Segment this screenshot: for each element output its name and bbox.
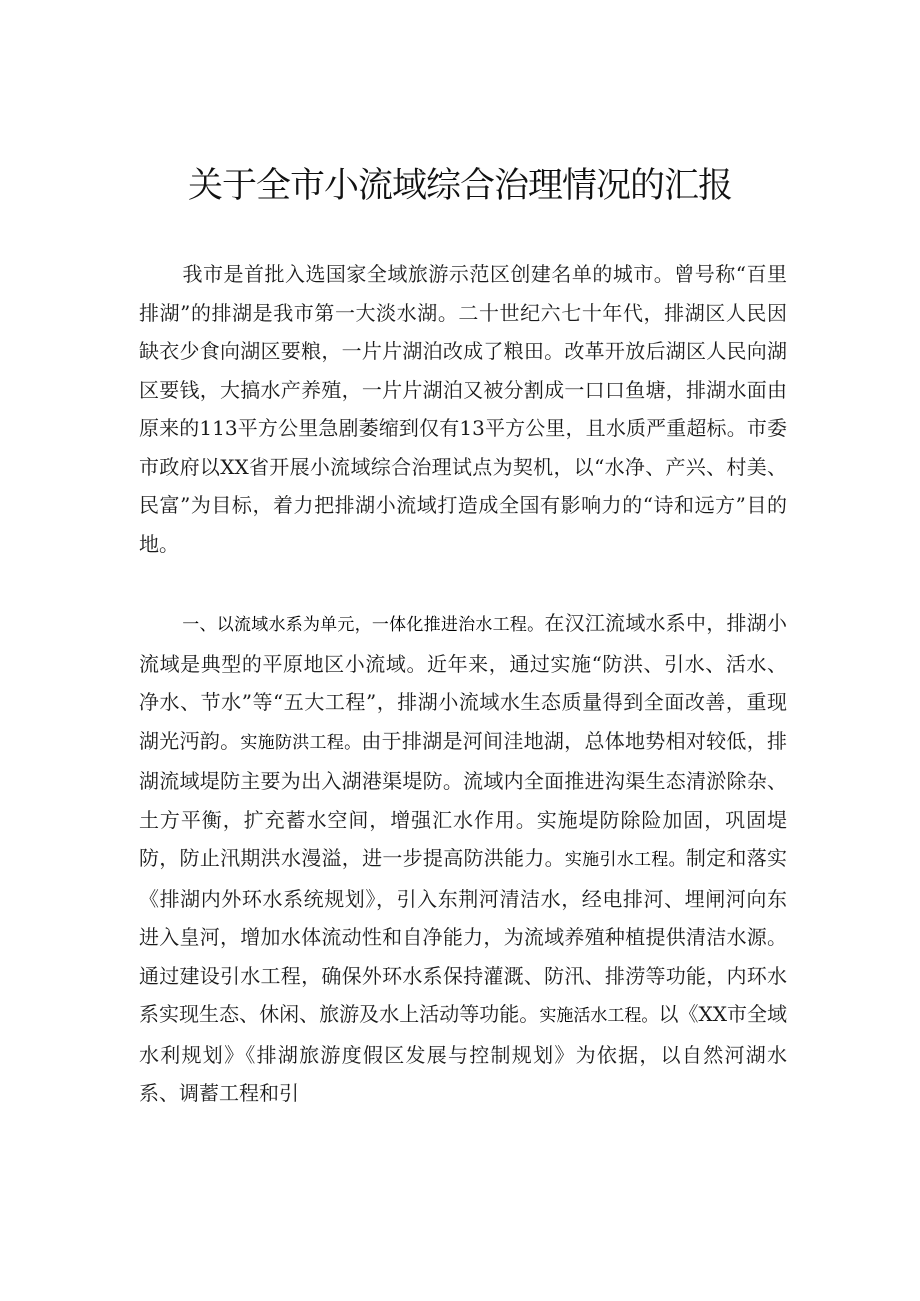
water-circulation-text: 以《XX市全域水利规划》《排湖旅游度假区发展与控制规划》为依据，以自然河湖水系、调蓄工程和引 [139,1002,788,1105]
water-circulation-heading: 实施活水工程。 [539,1006,659,1026]
intro-paragraph-text: 我市是首批入选国家全域旅游示范区创建名单的城市。曾号称“百里排湖”的排湖是我市第一大淡水湖。二十世纪六七十年代，排湖区人民因缺衣少食向湖区要粮，一片片湖泊改成了粮田。改革开放后湖区人民向湖区要钱，大搞水产养殖，一片片湖泊又被分割成一口口鱼塘，排湖水面由原来的113平方公里急剧萎缩到仅有13平方公里，且水质严重超标。市委市政府以XX省开展小流域综合治理试点为契机，以“水净、产兴、村美、民富”为目标，着力把排湖小流域打造成全国有影响力的“诗和远方”目的地。 [139,262,787,556]
flood-control-heading: 实施防洪工程。 [240,732,362,753]
water-diversion-heading: 实施引水工程。 [564,850,686,870]
section-one-intro-text: 在汉江流域水系中，排湖小流域是典型的平原地区小流域。近年来，通过实施“防洪、引水、活水、净水、节水”等“五大工程”，排湖小流域水生态质量得到全面改善，重现湖光沔韵。 [139,611,788,753]
section-one-paragraph [139,604,787,1113]
intro-paragraph [139,255,787,563]
water-diversion-text: 制定和落实《排湖内外环水系统规划》，引入东荆河清洁水，经电排河、埋闸河向东进入皇河，增加水体流动性和自净能力，为流域养殖种植提供清洁水源。通过建设引水工程，确保外环水系保持灌溉、防汛、排涝等功能，内环水系实现生态、休闲、旅游及水上活动等功能。 [139,846,787,1026]
document-title: 关于全市小流域综合治理情况的汇报 [187,166,732,206]
section-one-heading: 一、以流域水系为单元，一体化推进治水工程。 [182,615,545,635]
flood-control-text: 由于排湖是河间洼地湖，总体地势相对较低，排湖流域堤防主要为出入湖港渠堤防。流域内全面推进沟渠生态清淤除杂、土方平衡，扩充蓄水空间，增强汇水作用。实施堤防除险加固，巩固堤防，防止汛期洪水漫溢，进一步提高防洪能力。 [139,728,787,870]
